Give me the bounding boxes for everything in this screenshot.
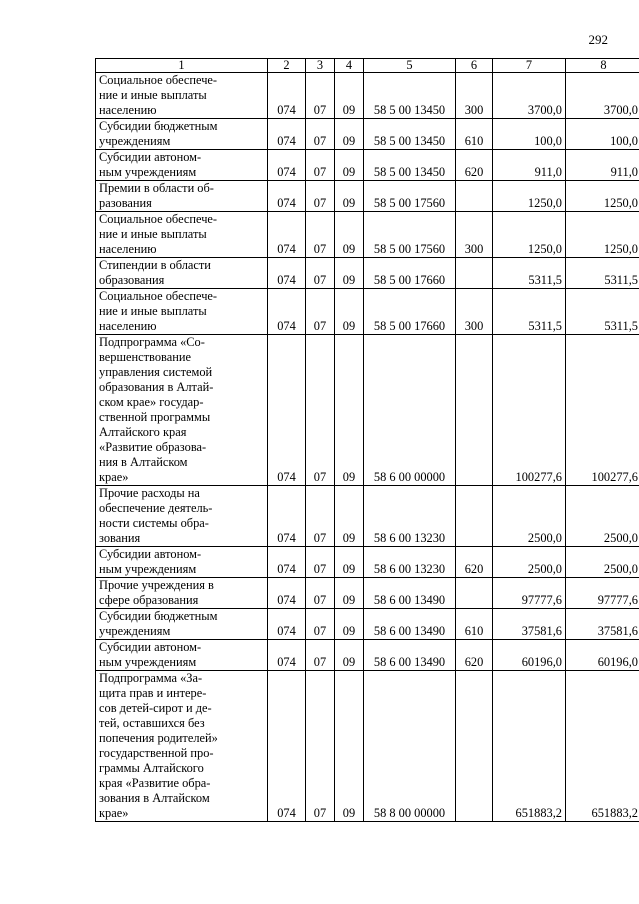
description-line: ным учреждениям xyxy=(99,562,197,576)
cell-target-code: 58 5 00 13450 xyxy=(364,73,456,119)
cell-amount-1: 1250,0 xyxy=(493,212,566,258)
cell-amount-2: 3700,0 xyxy=(566,73,639,119)
description-line: края «Развитие обра- xyxy=(99,776,211,790)
description-line: ние и иные выплаты xyxy=(99,227,207,241)
cell-target-code: 58 5 00 17660 xyxy=(364,258,456,289)
description-line: щита прав и интере- xyxy=(99,686,207,700)
description-line: попечения родителей» xyxy=(99,731,218,745)
description-line: тей, оставшихся без xyxy=(99,716,205,730)
column-header: 1 xyxy=(96,59,268,73)
description-line: Социальное обеспече- xyxy=(99,212,218,226)
cell-target-code: 58 8 00 00000 xyxy=(364,671,456,822)
cell-amount-2: 2500,0 xyxy=(566,547,639,578)
description-line: ным учреждениям xyxy=(99,655,197,669)
table-row xyxy=(96,289,639,335)
cell-target-code: 58 5 00 17560 xyxy=(364,181,456,212)
description-line: образования xyxy=(99,273,165,287)
description-line: граммы Алтайского xyxy=(99,761,204,775)
cell-expense-type xyxy=(456,181,493,212)
column-header: 8 xyxy=(566,59,639,73)
description-line: крае» xyxy=(99,806,129,820)
cell-expense-type: 300 xyxy=(456,212,493,258)
cell-amount-1: 2500,0 xyxy=(493,486,566,547)
description-line: зования xyxy=(99,531,141,545)
cell-target-code: 58 6 00 13230 xyxy=(364,486,456,547)
cell-subsection: 09 xyxy=(335,609,364,640)
cell-ved: 074 xyxy=(268,671,306,822)
cell-section: 07 xyxy=(306,640,335,671)
cell-expense-type xyxy=(456,486,493,547)
cell-expense-type xyxy=(456,578,493,609)
description-line: Субсидии бюджетным xyxy=(99,609,218,623)
description-line: Подпрограмма «Со- xyxy=(99,335,205,349)
cell-section: 07 xyxy=(306,181,335,212)
cell-section: 07 xyxy=(306,547,335,578)
description-line: Социальное обеспече- xyxy=(99,73,218,87)
cell-description xyxy=(96,258,268,289)
cell-description xyxy=(96,335,268,486)
cell-ved: 074 xyxy=(268,609,306,640)
cell-amount-2: 5311,5 xyxy=(566,289,639,335)
table-row xyxy=(96,73,639,119)
description-line: ственной программы xyxy=(99,410,211,424)
cell-subsection: 09 xyxy=(335,119,364,150)
cell-target-code: 58 6 00 13490 xyxy=(364,578,456,609)
cell-description xyxy=(96,181,268,212)
cell-description xyxy=(96,547,268,578)
description-line: Прочие расходы на xyxy=(99,486,200,500)
cell-expense-type xyxy=(456,258,493,289)
column-header: 2 xyxy=(268,59,306,73)
cell-section: 07 xyxy=(306,258,335,289)
table-row xyxy=(96,258,639,289)
description-line: Стипендии в области xyxy=(99,258,211,272)
cell-section: 07 xyxy=(306,671,335,822)
table-row xyxy=(96,640,639,671)
cell-subsection: 09 xyxy=(335,181,364,212)
cell-description xyxy=(96,486,268,547)
cell-target-code: 58 6 00 13230 xyxy=(364,547,456,578)
cell-subsection: 09 xyxy=(335,258,364,289)
cell-target-code: 58 5 00 13450 xyxy=(364,150,456,181)
cell-amount-2: 60196,0 xyxy=(566,640,639,671)
description-line: учреждениям xyxy=(99,134,171,148)
cell-subsection: 09 xyxy=(335,671,364,822)
table-row xyxy=(96,609,639,640)
cell-amount-2: 1250,0 xyxy=(566,212,639,258)
cell-ved: 074 xyxy=(268,212,306,258)
table-row xyxy=(96,671,639,822)
cell-expense-type: 610 xyxy=(456,119,493,150)
description-line: ском крае» государ- xyxy=(99,395,204,409)
cell-section: 07 xyxy=(306,212,335,258)
table-row xyxy=(96,486,639,547)
cell-section: 07 xyxy=(306,486,335,547)
cell-section: 07 xyxy=(306,609,335,640)
cell-subsection: 09 xyxy=(335,212,364,258)
cell-description xyxy=(96,578,268,609)
table-row xyxy=(96,212,639,258)
cell-amount-2: 1250,0 xyxy=(566,181,639,212)
cell-description xyxy=(96,609,268,640)
cell-description xyxy=(96,150,268,181)
cell-target-code: 58 6 00 00000 xyxy=(364,335,456,486)
description-line: обеспечение деятель- xyxy=(99,501,213,515)
description-line: Алтайского края xyxy=(99,425,187,439)
description-line: образования в Алтай- xyxy=(99,380,214,394)
cell-subsection: 09 xyxy=(335,486,364,547)
description-line: населению xyxy=(99,242,157,256)
cell-ved: 074 xyxy=(268,578,306,609)
cell-ved: 074 xyxy=(268,181,306,212)
description-line: ние и иные выплаты xyxy=(99,88,207,102)
description-line: сфере образования xyxy=(99,593,199,607)
cell-section: 07 xyxy=(306,289,335,335)
cell-ved: 074 xyxy=(268,640,306,671)
description-line: вершенствование xyxy=(99,350,191,364)
description-line: Субсидии автоном- xyxy=(99,547,202,561)
description-line: Субсидии автоном- xyxy=(99,150,202,164)
cell-expense-type: 610 xyxy=(456,609,493,640)
cell-expense-type xyxy=(456,671,493,822)
cell-target-code: 58 5 00 17560 xyxy=(364,212,456,258)
description-line: управления системой xyxy=(99,365,213,379)
cell-target-code: 58 6 00 13490 xyxy=(364,640,456,671)
cell-amount-1: 100,0 xyxy=(493,119,566,150)
budget-table xyxy=(95,58,639,822)
cell-amount-2: 2500,0 xyxy=(566,486,639,547)
cell-section: 07 xyxy=(306,335,335,486)
cell-amount-1: 911,0 xyxy=(493,150,566,181)
cell-subsection: 09 xyxy=(335,640,364,671)
description-line: сов детей-сирот и де- xyxy=(99,701,212,715)
cell-description xyxy=(96,119,268,150)
description-line: крае» xyxy=(99,470,129,484)
column-header: 4 xyxy=(335,59,364,73)
cell-subsection: 09 xyxy=(335,73,364,119)
cell-ved: 074 xyxy=(268,119,306,150)
cell-amount-2: 100277,6 xyxy=(566,335,639,486)
cell-expense-type: 620 xyxy=(456,640,493,671)
cell-ved: 074 xyxy=(268,335,306,486)
table-row xyxy=(96,119,639,150)
cell-expense-type: 620 xyxy=(456,547,493,578)
description-line: населению xyxy=(99,319,157,333)
description-line: учреждениям xyxy=(99,624,171,638)
cell-subsection: 09 xyxy=(335,578,364,609)
cell-amount-2: 5311,5 xyxy=(566,258,639,289)
cell-target-code: 58 5 00 17660 xyxy=(364,289,456,335)
cell-subsection: 09 xyxy=(335,289,364,335)
table-body xyxy=(96,73,639,822)
column-header: 3 xyxy=(306,59,335,73)
cell-section: 07 xyxy=(306,119,335,150)
description-line: Субсидии бюджетным xyxy=(99,119,218,133)
cell-amount-1: 60196,0 xyxy=(493,640,566,671)
table-row xyxy=(96,335,639,486)
column-header: 7 xyxy=(493,59,566,73)
description-line: ние и иные выплаты xyxy=(99,304,207,318)
cell-section: 07 xyxy=(306,578,335,609)
cell-description xyxy=(96,671,268,822)
table-row xyxy=(96,181,639,212)
table-row xyxy=(96,150,639,181)
cell-expense-type xyxy=(456,335,493,486)
description-line: «Развитие образова- xyxy=(99,440,207,454)
cell-expense-type: 620 xyxy=(456,150,493,181)
header-row xyxy=(96,59,639,73)
cell-amount-1: 651883,2 xyxy=(493,671,566,822)
cell-ved: 074 xyxy=(268,547,306,578)
cell-section: 07 xyxy=(306,150,335,181)
cell-amount-1: 5311,5 xyxy=(493,289,566,335)
cell-target-code: 58 5 00 13450 xyxy=(364,119,456,150)
description-line: Субсидии автоном- xyxy=(99,640,202,654)
cell-amount-1: 2500,0 xyxy=(493,547,566,578)
cell-target-code: 58 6 00 13490 xyxy=(364,609,456,640)
cell-amount-2: 37581,6 xyxy=(566,609,639,640)
cell-description xyxy=(96,212,268,258)
cell-description xyxy=(96,640,268,671)
description-line: государственной про- xyxy=(99,746,214,760)
cell-amount-1: 3700,0 xyxy=(493,73,566,119)
table-row xyxy=(96,547,639,578)
cell-amount-2: 97777,6 xyxy=(566,578,639,609)
cell-ved: 074 xyxy=(268,486,306,547)
cell-subsection: 09 xyxy=(335,335,364,486)
cell-ved: 074 xyxy=(268,289,306,335)
cell-amount-1: 97777,6 xyxy=(493,578,566,609)
description-line: Социальное обеспече- xyxy=(99,289,218,303)
column-header: 5 xyxy=(364,59,456,73)
description-line: ным учреждениям xyxy=(99,165,197,179)
cell-amount-2: 100,0 xyxy=(566,119,639,150)
cell-expense-type: 300 xyxy=(456,73,493,119)
cell-amount-1: 37581,6 xyxy=(493,609,566,640)
cell-subsection: 09 xyxy=(335,150,364,181)
description-line: ности системы обра- xyxy=(99,516,209,530)
cell-ved: 074 xyxy=(268,73,306,119)
table-row xyxy=(96,578,639,609)
page-number: 292 xyxy=(588,32,608,47)
table-header xyxy=(96,59,639,73)
cell-amount-1: 5311,5 xyxy=(493,258,566,289)
description-line: населению xyxy=(99,103,157,117)
cell-ved: 074 xyxy=(268,258,306,289)
description-line: зования в Алтайском xyxy=(99,791,210,805)
cell-section: 07 xyxy=(306,73,335,119)
cell-amount-1: 100277,6 xyxy=(493,335,566,486)
description-line: ния в Алтайском xyxy=(99,455,188,469)
column-header: 6 xyxy=(456,59,493,73)
cell-amount-2: 651883,2 xyxy=(566,671,639,822)
cell-subsection: 09 xyxy=(335,547,364,578)
cell-expense-type: 300 xyxy=(456,289,493,335)
cell-description xyxy=(96,289,268,335)
cell-amount-2: 911,0 xyxy=(566,150,639,181)
description-line: Подпрограмма «За- xyxy=(99,671,203,685)
cell-amount-1: 1250,0 xyxy=(493,181,566,212)
cell-description xyxy=(96,73,268,119)
description-line: Прочие учреждения в xyxy=(99,578,214,592)
cell-ved: 074 xyxy=(268,150,306,181)
description-line: Премии в области об- xyxy=(99,181,214,195)
description-line: разования xyxy=(99,196,152,210)
